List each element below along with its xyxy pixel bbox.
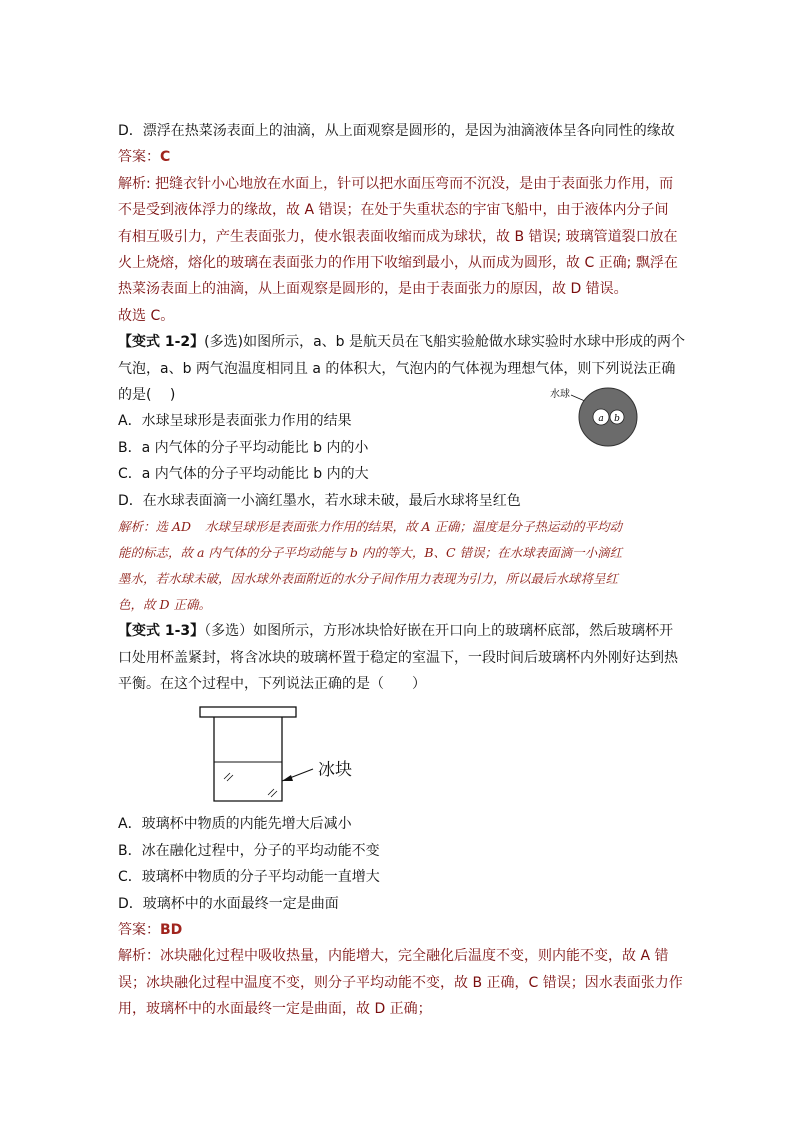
q3-stem-line: 口处用杯盖紧封，将含冰块的玻璃杯置于稳定的室温下，一段时间后玻璃杯内外刚好达到热 (118, 649, 678, 666)
q1-analysis-line: 解析: 把缝衣针小心地放在水面上，针可以把水面压弯而不沉没，是由于表面张力作用，而 (118, 175, 674, 192)
q3-answer (118, 917, 678, 943)
q2-stem-line-1 (118, 329, 686, 355)
q2-option-b: B．a 内气体的分子平均动能比 b 内的小 (118, 439, 369, 456)
ice-hatch (227, 775, 233, 781)
q3-answer-label: 答案： (118, 921, 160, 938)
question-1-2 (118, 329, 686, 618)
q3-tag: 【变式 1-3】 (118, 623, 205, 640)
bubble-a-label: a (598, 414, 604, 425)
q2-solution-head: 解析：选 AD (118, 519, 192, 535)
q3-analysis-line: 误；冰块融化过程中温度不变，则分子平均动能不变，故 B 正确，C 错误；因水表面张力作 (118, 974, 683, 991)
q2-solution-line-1 (118, 514, 678, 540)
q2-solution-line: 墨水，若水球未破，因水球外表面附近的水分子间作用力表现为引力，所以最后水球将呈红 (118, 571, 619, 587)
cup-lid (200, 707, 296, 717)
glass-cup (214, 717, 282, 801)
q1-analysis-line: 不是受到液体浮力的缘故，故 A 错误；在处于失重状态的宇宙飞船中，由于液体内分子间 (118, 202, 669, 219)
bubble-b-label: b (614, 414, 620, 425)
q3-stem-line: 平衡。在这个过程中，下列说法正确的是（ ） (118, 675, 426, 692)
q2-solution-line: 色，故 D 正确。 (118, 597, 211, 613)
q1-analysis-line: 热菜汤表面上的油滴，从上面观察是圆形的，是由于表面张力的原因，故 D 错误。 (118, 281, 628, 298)
q3-analysis-line: 用，玻璃杯中的水面最终一定是曲面，故 D 正确； (118, 1001, 432, 1018)
ice-hatch (224, 773, 230, 779)
q2-stem-text: (多选)如图所示，a、b 是航天员在飞船实验舱做水球实验时水球中形成的两个 (204, 334, 686, 351)
q2-tag: 【变式 1-2】 (118, 334, 205, 351)
q3-stem-text: （多选）如图所示，方形冰块恰好嵌在开口向上的玻璃杯底部，然后玻璃杯开 (204, 623, 674, 640)
q3-option-a: A．玻璃杯中物质的内能先增大后减小 (118, 816, 352, 833)
q3-analysis (118, 943, 683, 1022)
q2-stem-line: 的是( ) (118, 387, 176, 404)
q2-solution-line: 能的标志，故 a 内气体的分子平均动能与 b 内的等大，B、C 错误；在水球表面滴一小滴红 (118, 545, 623, 561)
q2-stem-line: 气泡，a、b 两气泡温度相同且 a 的体积大，气泡内的气体视为理想气体，则下列说法正确 (118, 360, 676, 377)
q2-option-c: C．a 内气体的分子平均动能比 b 内的大 (118, 466, 369, 483)
q1-analysis-line: 有相互吸引力，产生表面张力，使水银表面收缩而成为球状，故 B 错误; 玻璃管道裂口放在 (118, 228, 678, 245)
arrow-head-icon (282, 775, 293, 781)
q1-answer-value: C (160, 149, 171, 166)
ice-hatch (268, 789, 274, 795)
q1-analysis-line: 火上烧熔，熔化的玻璃在表面张力的作用下收缩到最小，从而成为圆形，故 C 正确; 飘浮在 (118, 255, 678, 272)
q3-option-d: D．玻璃杯中的水面最终一定是曲面 (118, 895, 339, 912)
q1-analysis (118, 171, 678, 303)
ice-cup-figure (198, 705, 388, 805)
q1-answer (118, 144, 678, 170)
q2-option-d: D．在水球表面滴一小滴红墨水，若水球未破，最后水球将呈红色 (118, 492, 521, 509)
q2-solution-text: 水球呈球形是表面张力作用的结果，故 A 正确；温度是分子热运动的平均动 (205, 519, 623, 535)
q2-option-a: A．水球呈球形是表面张力作用的结果 (118, 413, 352, 430)
q3-stem-line-1 (118, 618, 678, 644)
q3-option-c: C．玻璃杯中物质的分子平均动能一直增大 (118, 869, 380, 886)
ice-label: 冰块 (318, 760, 352, 781)
prev-option-d: D．漂浮在热菜汤表面上的油滴，从上面观察是圆形的，是因为油滴液体呈各向同性的缘故 (118, 123, 675, 139)
question-1-3 (118, 618, 683, 1022)
q1-conclusion: 故选 C。 (118, 307, 175, 324)
water-ball-figure (550, 379, 650, 449)
ice-hatch (271, 791, 277, 797)
document-page (118, 118, 686, 1023)
q3-option-b: B．冰在融化过程中，分子的平均动能不变 (118, 842, 380, 859)
q3-analysis-line: 解析：冰块融化过程中吸收热量，内能增大，完全融化后温度不变，则内能不变，故 A 错 (118, 948, 669, 965)
q3-answer-value: BD (160, 921, 183, 938)
q1-answer-label: 答案： (118, 149, 160, 166)
water-ball-label: 水球 (550, 389, 570, 401)
